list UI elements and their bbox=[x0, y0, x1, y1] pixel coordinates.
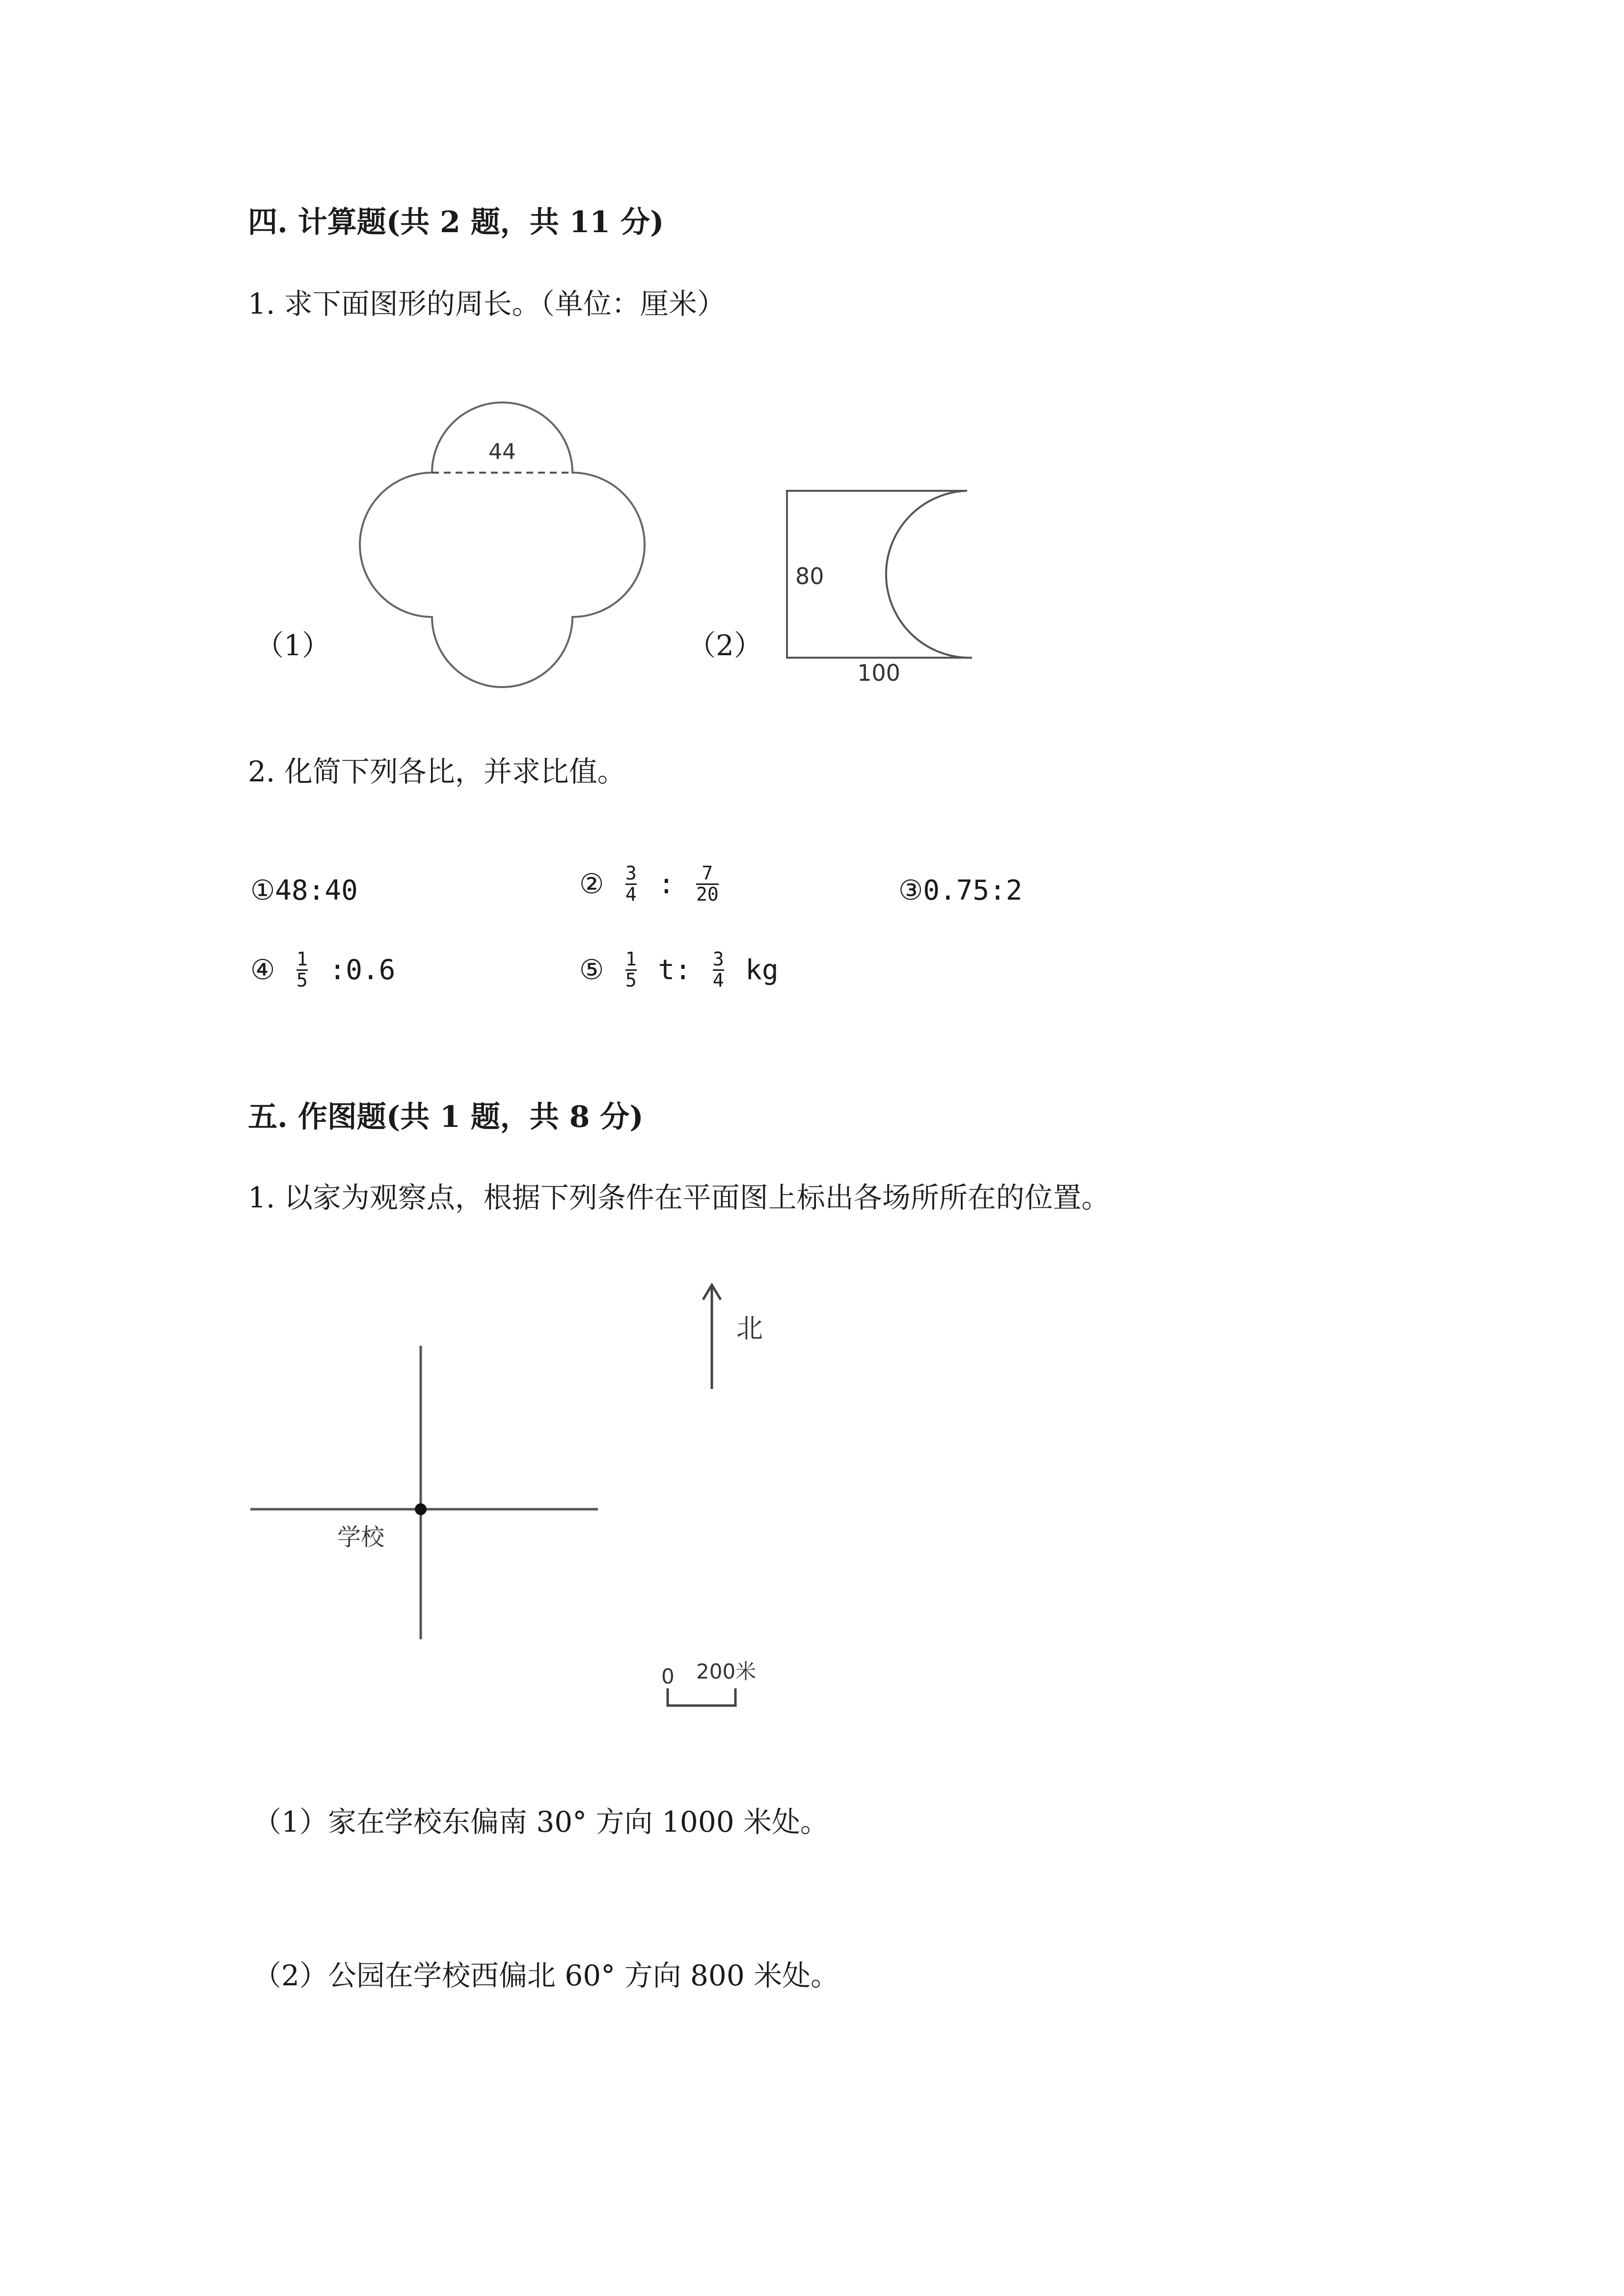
figure-1-clover-shape bbox=[353, 398, 658, 697]
ratio-item-3-marker: ③ bbox=[898, 875, 923, 907]
scale-bar bbox=[663, 1683, 741, 1713]
ratio-item-5-unit-2: kg bbox=[745, 954, 779, 986]
ratio-item-3-text: 0.75:2 bbox=[923, 875, 1023, 907]
subquestion-2: （2）公园在学校西偏北 60° 方向 800 米处。 bbox=[253, 1959, 839, 1992]
figure-2-height-label: 80 bbox=[795, 563, 824, 589]
ratio-item-2-marker: ② bbox=[579, 868, 604, 900]
ratio-item-5-unit-1: t: bbox=[658, 954, 691, 986]
origin-label: 学校 bbox=[337, 1523, 385, 1551]
ratio-item-5-fraction-1 bbox=[625, 950, 637, 990]
fraction-numerator: 1 bbox=[296, 948, 308, 970]
ratio-item-2-fraction-2 bbox=[696, 864, 719, 905]
fraction-numerator: 1 bbox=[625, 948, 637, 970]
ratio-item-2-fraction-1 bbox=[625, 864, 637, 905]
ratio-item-1-marker: ① bbox=[250, 875, 275, 907]
fraction-denominator: 5 bbox=[296, 969, 308, 991]
ratio-item-1-text: 48:40 bbox=[275, 875, 358, 907]
figure-1-dimension: 44 bbox=[488, 439, 516, 464]
fraction-numerator: 7 bbox=[702, 862, 713, 884]
fraction-numerator: 3 bbox=[625, 862, 637, 884]
ratio-item-5-marker: ⑤ bbox=[579, 954, 604, 986]
subquestion-1: （1）家在学校东偏南 30° 方向 1000 米处。 bbox=[253, 1805, 829, 1839]
fraction-denominator: 5 bbox=[625, 969, 637, 991]
map-figure bbox=[245, 1276, 835, 1693]
north-arrow-icon bbox=[703, 1285, 721, 1389]
scale-length-label: 200米 bbox=[696, 1659, 757, 1683]
ratio-item-3 bbox=[898, 875, 1023, 907]
north-label: 北 bbox=[736, 1313, 763, 1344]
figure-2-width-label: 100 bbox=[857, 660, 900, 686]
question-4-1-prompt: 1. 求下面图形的周长。（单位：厘米） bbox=[248, 287, 726, 320]
figure-2-label: （2） bbox=[687, 629, 762, 662]
school-point bbox=[415, 1503, 427, 1515]
fraction-denominator: 4 bbox=[625, 883, 637, 905]
ratio-item-1 bbox=[250, 875, 358, 907]
question-4-2-prompt: 2. 化简下列各比，并求比值。 bbox=[248, 755, 626, 788]
figure-1-label: （1） bbox=[255, 629, 330, 662]
fraction-numerator: 3 bbox=[712, 948, 724, 970]
ratio-item-5-fraction-2 bbox=[713, 950, 724, 990]
section-4-heading: 四. 计算题(共 2 题，共 11 分) bbox=[248, 205, 664, 240]
fraction-denominator: 4 bbox=[712, 969, 724, 991]
ratio-item-4 bbox=[250, 950, 395, 990]
ratio-item-2-separator: : bbox=[658, 868, 675, 900]
scale-zero-label: 0 bbox=[661, 1664, 675, 1688]
ratio-item-5 bbox=[579, 950, 779, 990]
ratio-item-4-rest: :0.6 bbox=[329, 954, 396, 986]
ratio-item-2 bbox=[579, 864, 724, 905]
ratio-item-4-marker: ④ bbox=[250, 954, 275, 986]
figure-2-shape bbox=[781, 486, 992, 692]
question-5-1-prompt: 1. 以家为观察点，根据下列条件在平面图上标出各场所所在的位置。 bbox=[248, 1181, 1110, 1214]
fraction-denominator: 20 bbox=[696, 883, 719, 905]
section-5-heading: 五. 作图题(共 1 题，共 8 分) bbox=[248, 1100, 644, 1134]
ratio-item-4-fraction-1 bbox=[297, 950, 308, 990]
